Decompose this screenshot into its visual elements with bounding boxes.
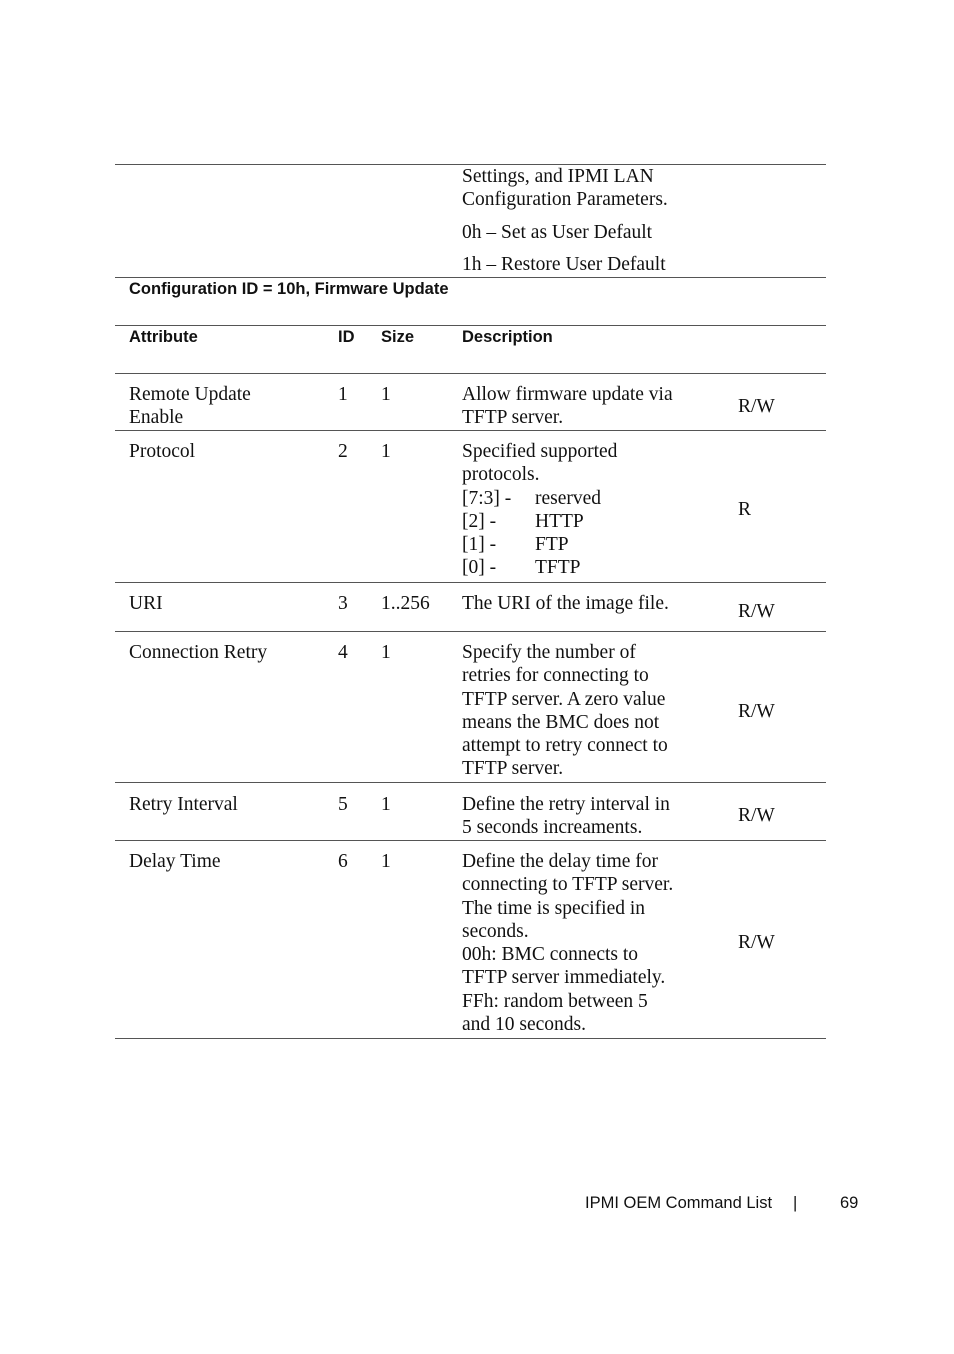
carryover-description — [462, 165, 724, 276]
row-access: R — [738, 499, 752, 520]
text-line: 00h: BMC connects to — [462, 944, 639, 966]
text-line: TFTP server immediately. — [462, 967, 666, 989]
bit-range: [7:3] - — [462, 487, 512, 509]
bit-definition — [462, 487, 724, 510]
header-attribute: Attribute — [129, 328, 198, 346]
row-id: 3 — [338, 593, 348, 614]
bit-meaning: reserved — [535, 487, 602, 509]
table-rule — [115, 582, 826, 583]
text-line: Remote Update — [129, 384, 251, 405]
row-id: 2 — [338, 441, 348, 462]
text-line: means the BMC does not — [462, 711, 660, 733]
table-rule — [115, 1038, 826, 1039]
table-rule — [115, 840, 826, 841]
footer-title: IPMI OEM Command List — [585, 1194, 773, 1212]
option-default: 0h – Set as User Default — [462, 221, 653, 243]
row-id: 4 — [338, 642, 348, 663]
text-line: protocols. — [462, 464, 540, 486]
row-id: 6 — [338, 851, 348, 872]
text-line: Define the retry interval in — [462, 794, 670, 815]
row-description — [462, 850, 724, 1036]
bit-definition — [462, 533, 724, 556]
text-line: FFh: random between 5 — [462, 990, 648, 1012]
text-line: Protocol — [129, 441, 196, 462]
bit-range: [0] - — [462, 557, 497, 579]
table-rule — [115, 277, 826, 278]
bit-meaning: TFTP — [535, 557, 581, 579]
row-description — [462, 440, 724, 580]
row-attribute — [129, 850, 329, 873]
table-rule — [115, 430, 826, 431]
header-size: Size — [381, 328, 415, 346]
text-line: 5 seconds increaments. — [462, 817, 643, 839]
row-access: R/W — [738, 805, 775, 826]
text-line: Define the delay time for — [462, 851, 658, 872]
row-access: R/W — [738, 701, 775, 722]
row-attribute — [129, 440, 329, 463]
text-line: retries for connecting to — [462, 665, 649, 687]
text-line: Retry Interval — [129, 794, 238, 815]
text-line: seconds. — [462, 920, 529, 942]
row-description — [462, 641, 724, 781]
row-attribute — [129, 592, 329, 615]
bit-meaning: HTTP — [535, 510, 584, 532]
text-line: attempt to retry connect to — [462, 735, 668, 757]
text-line: Connection Retry — [129, 642, 268, 663]
text-line: Enable — [129, 407, 184, 429]
text-line: TFTP server. — [462, 758, 564, 780]
table-rule — [115, 373, 826, 374]
row-size: 1 — [381, 851, 391, 872]
table-rule — [115, 631, 826, 632]
text-line: Configuration Parameters. — [462, 189, 668, 211]
row-description — [462, 383, 724, 430]
table-rule — [115, 782, 826, 783]
row-description — [462, 592, 724, 615]
bit-definition — [462, 556, 724, 579]
header-description: Description — [462, 328, 553, 346]
text-line: Specify the number of — [462, 642, 636, 663]
row-attribute — [129, 383, 329, 430]
row-access: R/W — [738, 396, 775, 417]
page-number: 69 — [840, 1194, 859, 1212]
text-line: The URI of the image file. — [462, 593, 669, 614]
text-line: connecting to TFTP server. — [462, 874, 674, 896]
text-line: TFTP server. — [462, 407, 564, 429]
row-size: 1 — [381, 384, 391, 405]
bit-range: [2] - — [462, 510, 497, 532]
row-id: 5 — [338, 794, 348, 815]
header-id: ID — [338, 328, 355, 346]
text-line: Settings, and IPMI LAN — [462, 166, 654, 187]
row-attribute — [129, 641, 329, 664]
row-size: 1 — [381, 642, 391, 663]
bit-range: [1] - — [462, 534, 497, 556]
row-size: 1..256 — [381, 593, 430, 614]
text-line: and 10 seconds. — [462, 1014, 587, 1036]
row-attribute — [129, 793, 329, 816]
section-title: Configuration ID = 10h, Firmware Update — [129, 280, 449, 298]
row-access: R/W — [738, 601, 775, 622]
row-size: 1 — [381, 441, 391, 462]
text-line: Allow firmware update via — [462, 384, 673, 405]
text-line: TFTP server. A zero value — [462, 688, 666, 710]
text-line: The time is specified in — [462, 897, 646, 919]
bit-meaning: FTP — [535, 534, 569, 556]
text-line: URI — [129, 593, 163, 614]
row-description — [462, 793, 724, 840]
table-rule — [115, 325, 826, 326]
text-line: Delay Time — [129, 851, 221, 872]
text-line: Specified supported — [462, 441, 618, 462]
row-access: R/W — [738, 932, 775, 953]
bit-definition — [462, 510, 724, 533]
row-id: 1 — [338, 384, 348, 405]
row-size: 1 — [381, 794, 391, 815]
footer-separator: | — [793, 1194, 798, 1212]
option-restore: 1h – Restore User Default — [462, 253, 666, 275]
